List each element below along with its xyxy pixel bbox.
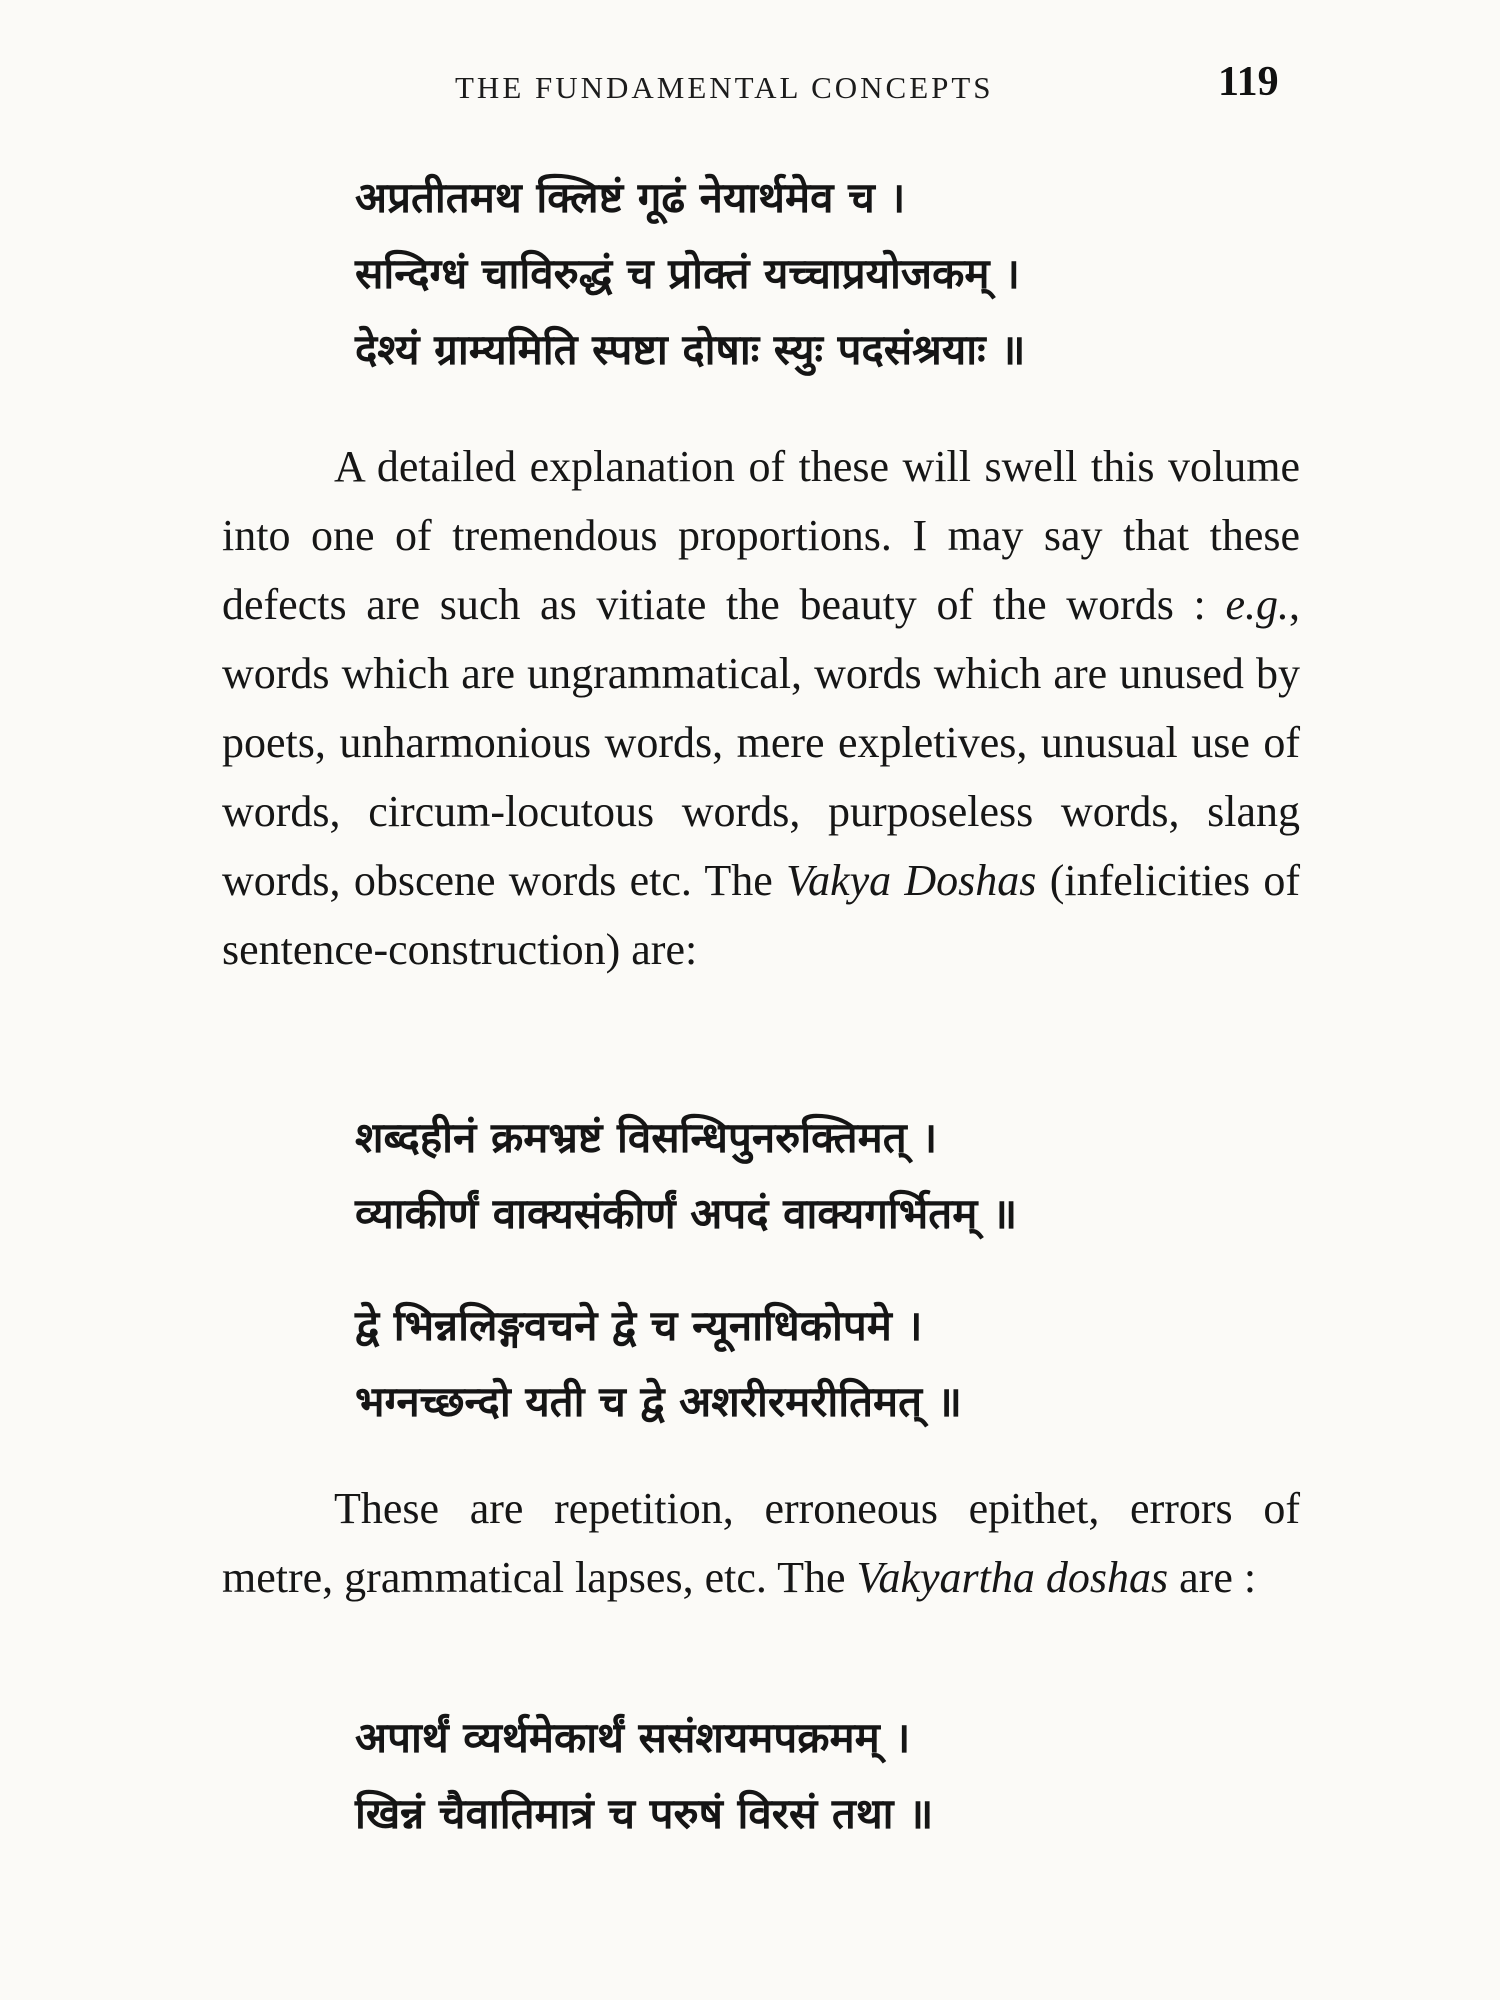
- verse-line: खिन्नं चैवातिमात्रं च परुषं विरसं तथा ॥: [355, 1789, 934, 1838]
- paragraph-text: A detailed explanation of these will swell this volume into one of tremendous proportions. I may say that these defects are such as vitiate the beauty of the words :: [222, 442, 1300, 629]
- sanskrit-verse-vakyartha-doshas: [355, 1700, 933, 1852]
- paragraph-text: are :: [1168, 1553, 1257, 1602]
- italic-term: Vakya Doshas: [786, 856, 1037, 905]
- sanskrit-verse-vakya-doshas-continued: [355, 1288, 962, 1440]
- verse-line: अपार्थं व्यर्थमेकार्थं ससंशयमपक्रमम् ।: [355, 1713, 911, 1762]
- verse-line: देश्यं ग्राम्यमिति स्पष्टा दोषाः स्युः पदसंश्रयाः ॥: [355, 325, 1026, 374]
- verse-line: अप्रतीतमथ क्लिष्टं गूढं नेयार्थमेव च ।: [355, 173, 906, 222]
- verse-line: सन्दिग्धं चाविरुद्धं च प्रोक्तं यच्चाप्रयोजकम् ।: [355, 249, 1020, 298]
- paragraph-vakya-doshas-intro: [222, 432, 1300, 984]
- verse-line: द्वे भिन्नलिङ्गवचने द्वे च न्यूनाधिकोपमे ।: [355, 1301, 923, 1350]
- paragraph-text: , words which are ungrammatical, words which are unused by poets, unharmonious words, mere expletives, unusual use of words, circum-locutous words, purposeless words, slang words, obscene words etc. The: [222, 580, 1300, 905]
- sanskrit-verse-pada-doshas: [355, 160, 1025, 388]
- verse-line: शब्दहीनं क्रमभ्रष्टं विसन्धिपुनरुक्तिमत् ।: [355, 1113, 938, 1162]
- running-title: THE FUNDAMENTAL CONCEPTS: [455, 70, 994, 105]
- verse-line: भग्नच्छन्दो यती च द्वे अशरीरमरीतिमत् ॥: [355, 1377, 962, 1426]
- italic-term: Vakyartha doshas: [856, 1553, 1169, 1602]
- page-number: 119: [1218, 59, 1279, 105]
- sanskrit-verse-vakya-doshas: [355, 1100, 1017, 1252]
- verse-line: व्याकीर्णं वाक्यसंकीर्णं अपदं वाक्यगर्भितम् ॥: [355, 1189, 1018, 1238]
- paragraph-vakyartha-doshas-intro: [222, 1474, 1300, 1612]
- paragraph-text: These are repetition, erroneous epithet, errors of metre, grammatical lapses, etc. The: [222, 1484, 1300, 1602]
- italic-abbreviation: e.g.: [1225, 580, 1289, 629]
- paragraph-text: (infelicities of sentence-construction) are:: [222, 856, 1300, 974]
